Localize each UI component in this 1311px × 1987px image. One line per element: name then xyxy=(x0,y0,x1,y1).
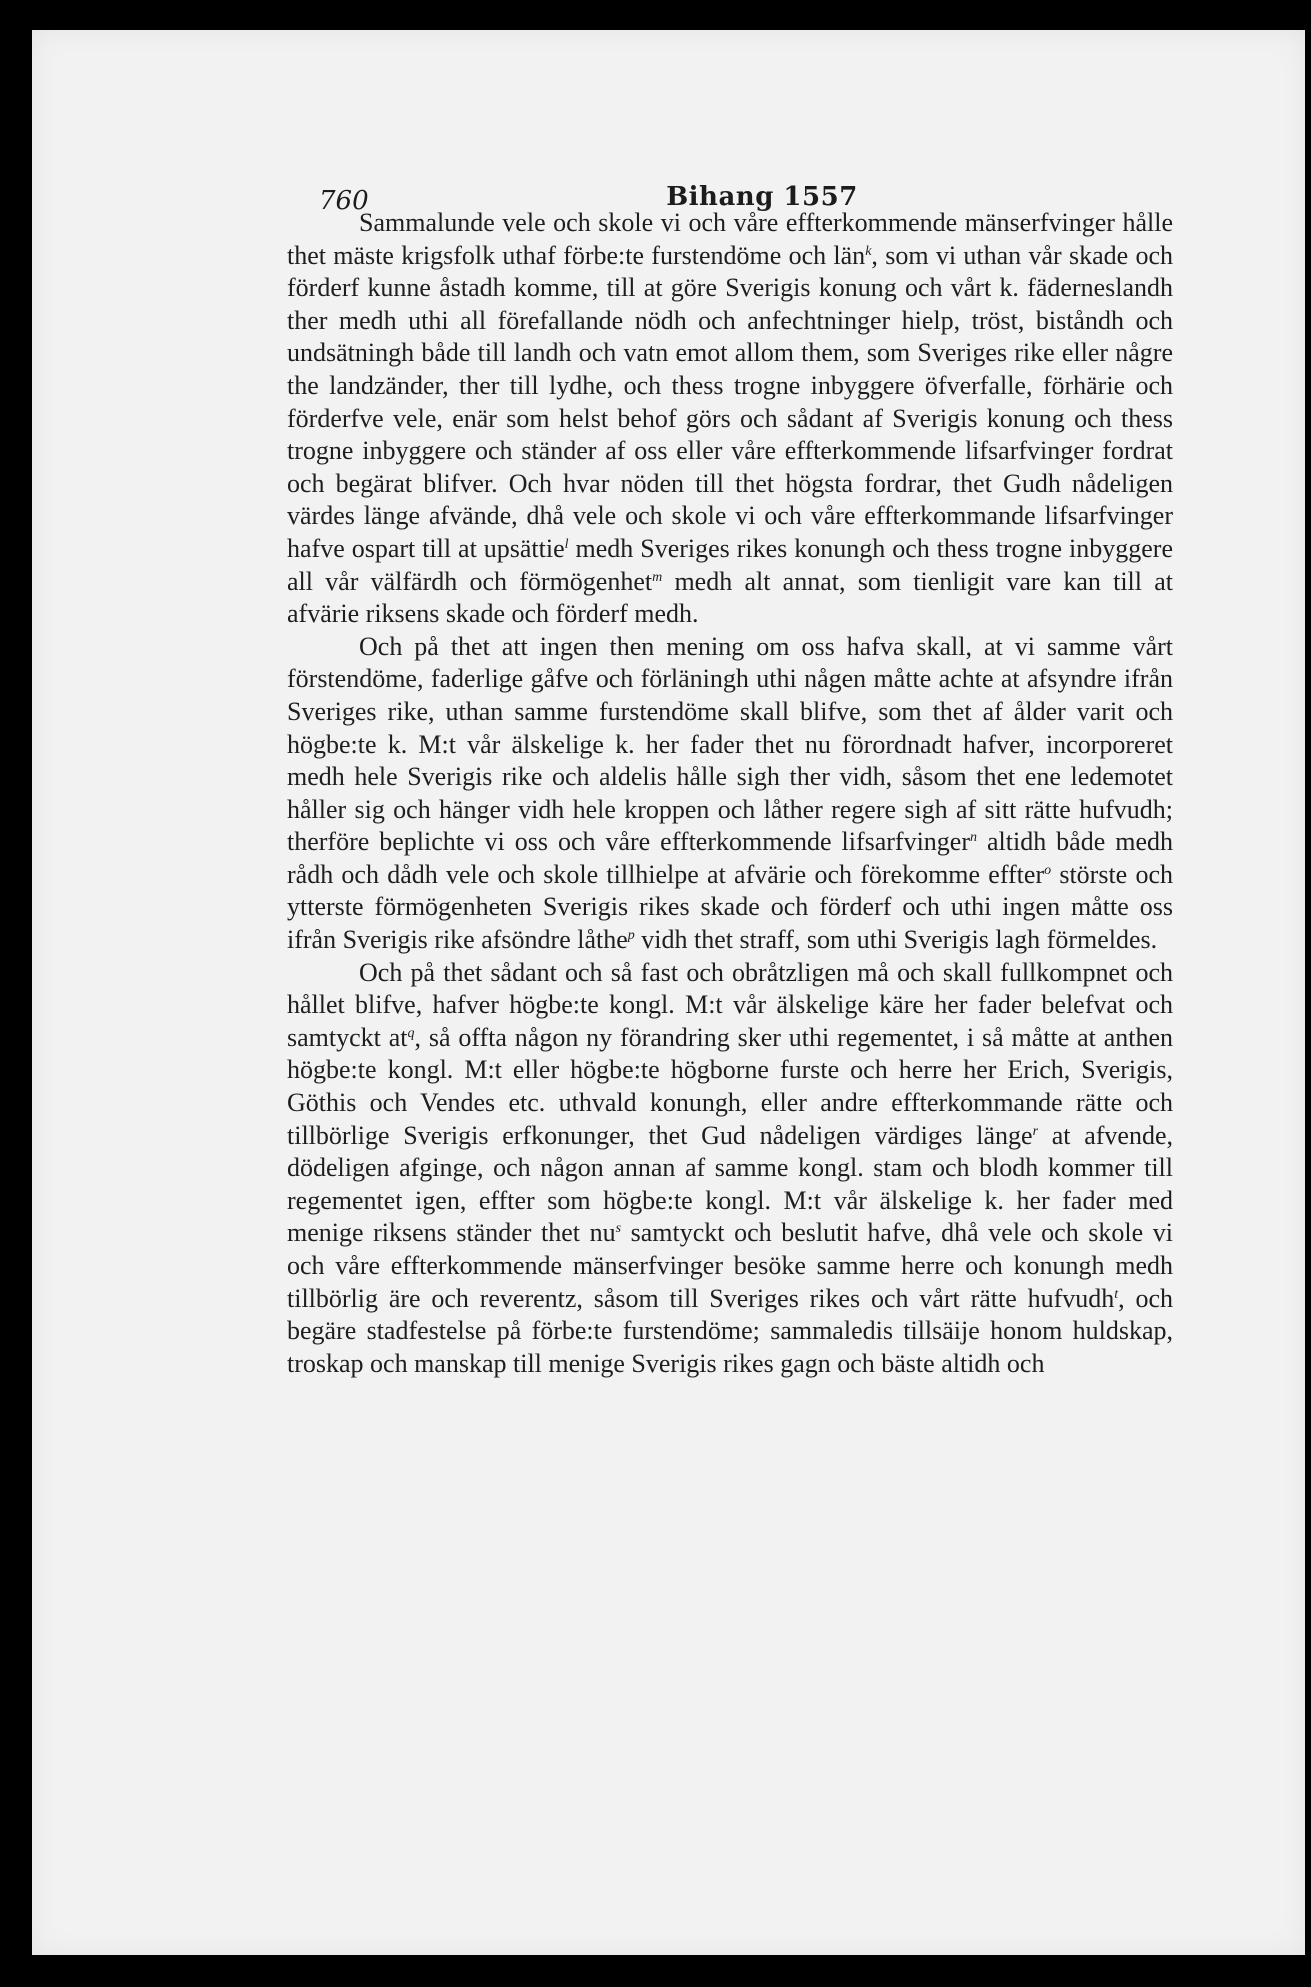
text-run: at afvende, dödeligen afginge, och någon annan af samme kongl. stam och blodh kommer till regementet igen, effter som högbe:te kongl. M:t vår älskelige k. her fader med menige riksens ständer thet nu xyxy=(287,1120,1174,1248)
text-run: Och på thet sådant och så fast och obråtzligen må och skall fullkompnet och hållet blifve, hafver högbe:te kongl. M:t vår älskelige käre her fader belefvat och samtyckt at xyxy=(287,957,1173,1052)
footnote-marker: n xyxy=(970,830,977,846)
footnote-marker: r xyxy=(1032,1123,1039,1139)
text-run: Sammalunde vele och skole vi och våre effterkommende mänserfvinger hålle thet mäste krigsfolk uthaf förbe:te furstendöme och län xyxy=(287,208,1173,270)
text-run: vidh thet straff, som uthi Sverigis lagh förmeldes. xyxy=(634,925,1158,955)
footnote-marker: l xyxy=(564,536,569,552)
text-run: samtyckt och beslutit hafve, dhå vele och skole vi och våre effterkommende mänserfvinger besöke samme herre och konungh medh tillbörlig äre och reverentz, såsom till Sveriges rikes och vårt rätte hufvudh xyxy=(287,1218,1173,1313)
text-run: , och begäre stadfestelse på förbe:te furstendöme; sammaledis tillsäije honom huldskap, troskap och manskap till menige Sverigis rikes gagn och bäste altidh och xyxy=(287,1283,1173,1378)
paragraph xyxy=(287,957,1173,1381)
footnote-marker: k xyxy=(865,243,872,259)
text-run: , som vi uthan vår skade och förderf kunne åstadh komme, till at göre Sverigis konung och vårt k. fäderneslandh ther medh uthi all förefallande nödh och anfechtninger hielp, tröst, biståndh och undsätningh både till landh och vatn emot allom them, som Sveriges rike eller någre the landzänder, ther till lydhe, och thess trogne inbyggere öfverfalle, förhärie och förderfve vele, enär som helst behof görs och sådant af Sverigis konung och thess trogne inbyggere och ständer af oss eller våre effterkommende lifsarfvinger fordrat och begärat blifver. Och hvar nöden till thet högsta fordrar, thet Gudh nådeligen värdes länge afvände, dhå vele och skole vi och våre effterkommande lifsarfvinger hafve ospart till at upsättie xyxy=(287,240,1174,563)
paragraph xyxy=(287,207,1173,631)
footnote-marker: p xyxy=(627,928,635,944)
text-run: medh Sveriges rikes konungh och thess trogne inbyggere all vår välfärdh och förmögenhet xyxy=(287,533,1173,596)
footnote-marker: q xyxy=(407,1025,415,1041)
text-run: Och på thet att ingen then mening om oss hafva skall, at vi samme vårt förstendöme, faderlige gåfve och förläningh uthi någen måtte achte at afsyndre ifrån Sveriges rike, uthan samme furstendöme skall blifve, som thet af ålder varit och högbe:te k. M:t vår älskelige k. her fader thet nu förordnadt hafver, incorporeret medh hele Sverigis rike och aldelis hålle sigh ther vidh, såsom thet ene ledemotet håller sig och hänger vidh hele kroppen och låther regere sigh af sitt rätte hufvudh; therföre beplichte vi oss och våre effterkommende lifsarfvinger xyxy=(287,631,1173,857)
text-run: , så offta någon ny förandring sker uthi regementet, i så måtte at anthen högbe:te kongl. M:t eller högbe:te högborne furste och herre her Erich, Sverigis, Göthis och Vendes etc. uthvald konungh, eller andre effterkommande rätte och tillbörlige Sverigis erfkonunger, thet Gud nådeligen värdiges länge xyxy=(287,1022,1173,1150)
text-run: medh alt annat, som tienligit vare kan till at afvärie riksens skade och förderf medh. xyxy=(287,566,1173,629)
footnote-marker: o xyxy=(1044,862,1052,878)
running-title: Bihang 1557 xyxy=(666,182,858,212)
body-text xyxy=(287,207,1173,1380)
text-run: störste och ytterste förmögenheten Sverigis rikes skade och förderf och uthi ingen måtte oss ifrån Sverigis rike afsöndre låthe xyxy=(287,859,1173,955)
footnote-marker: s xyxy=(615,1221,622,1237)
paragraph xyxy=(287,631,1173,957)
footnote-marker: t xyxy=(1114,1286,1119,1302)
footnote-marker: m xyxy=(652,569,663,585)
page-number: 760 xyxy=(319,186,369,216)
text-run: altidh både medh rådh och dådh vele och skole tillhielpe at afvärie och förekomme effter xyxy=(287,827,1173,889)
